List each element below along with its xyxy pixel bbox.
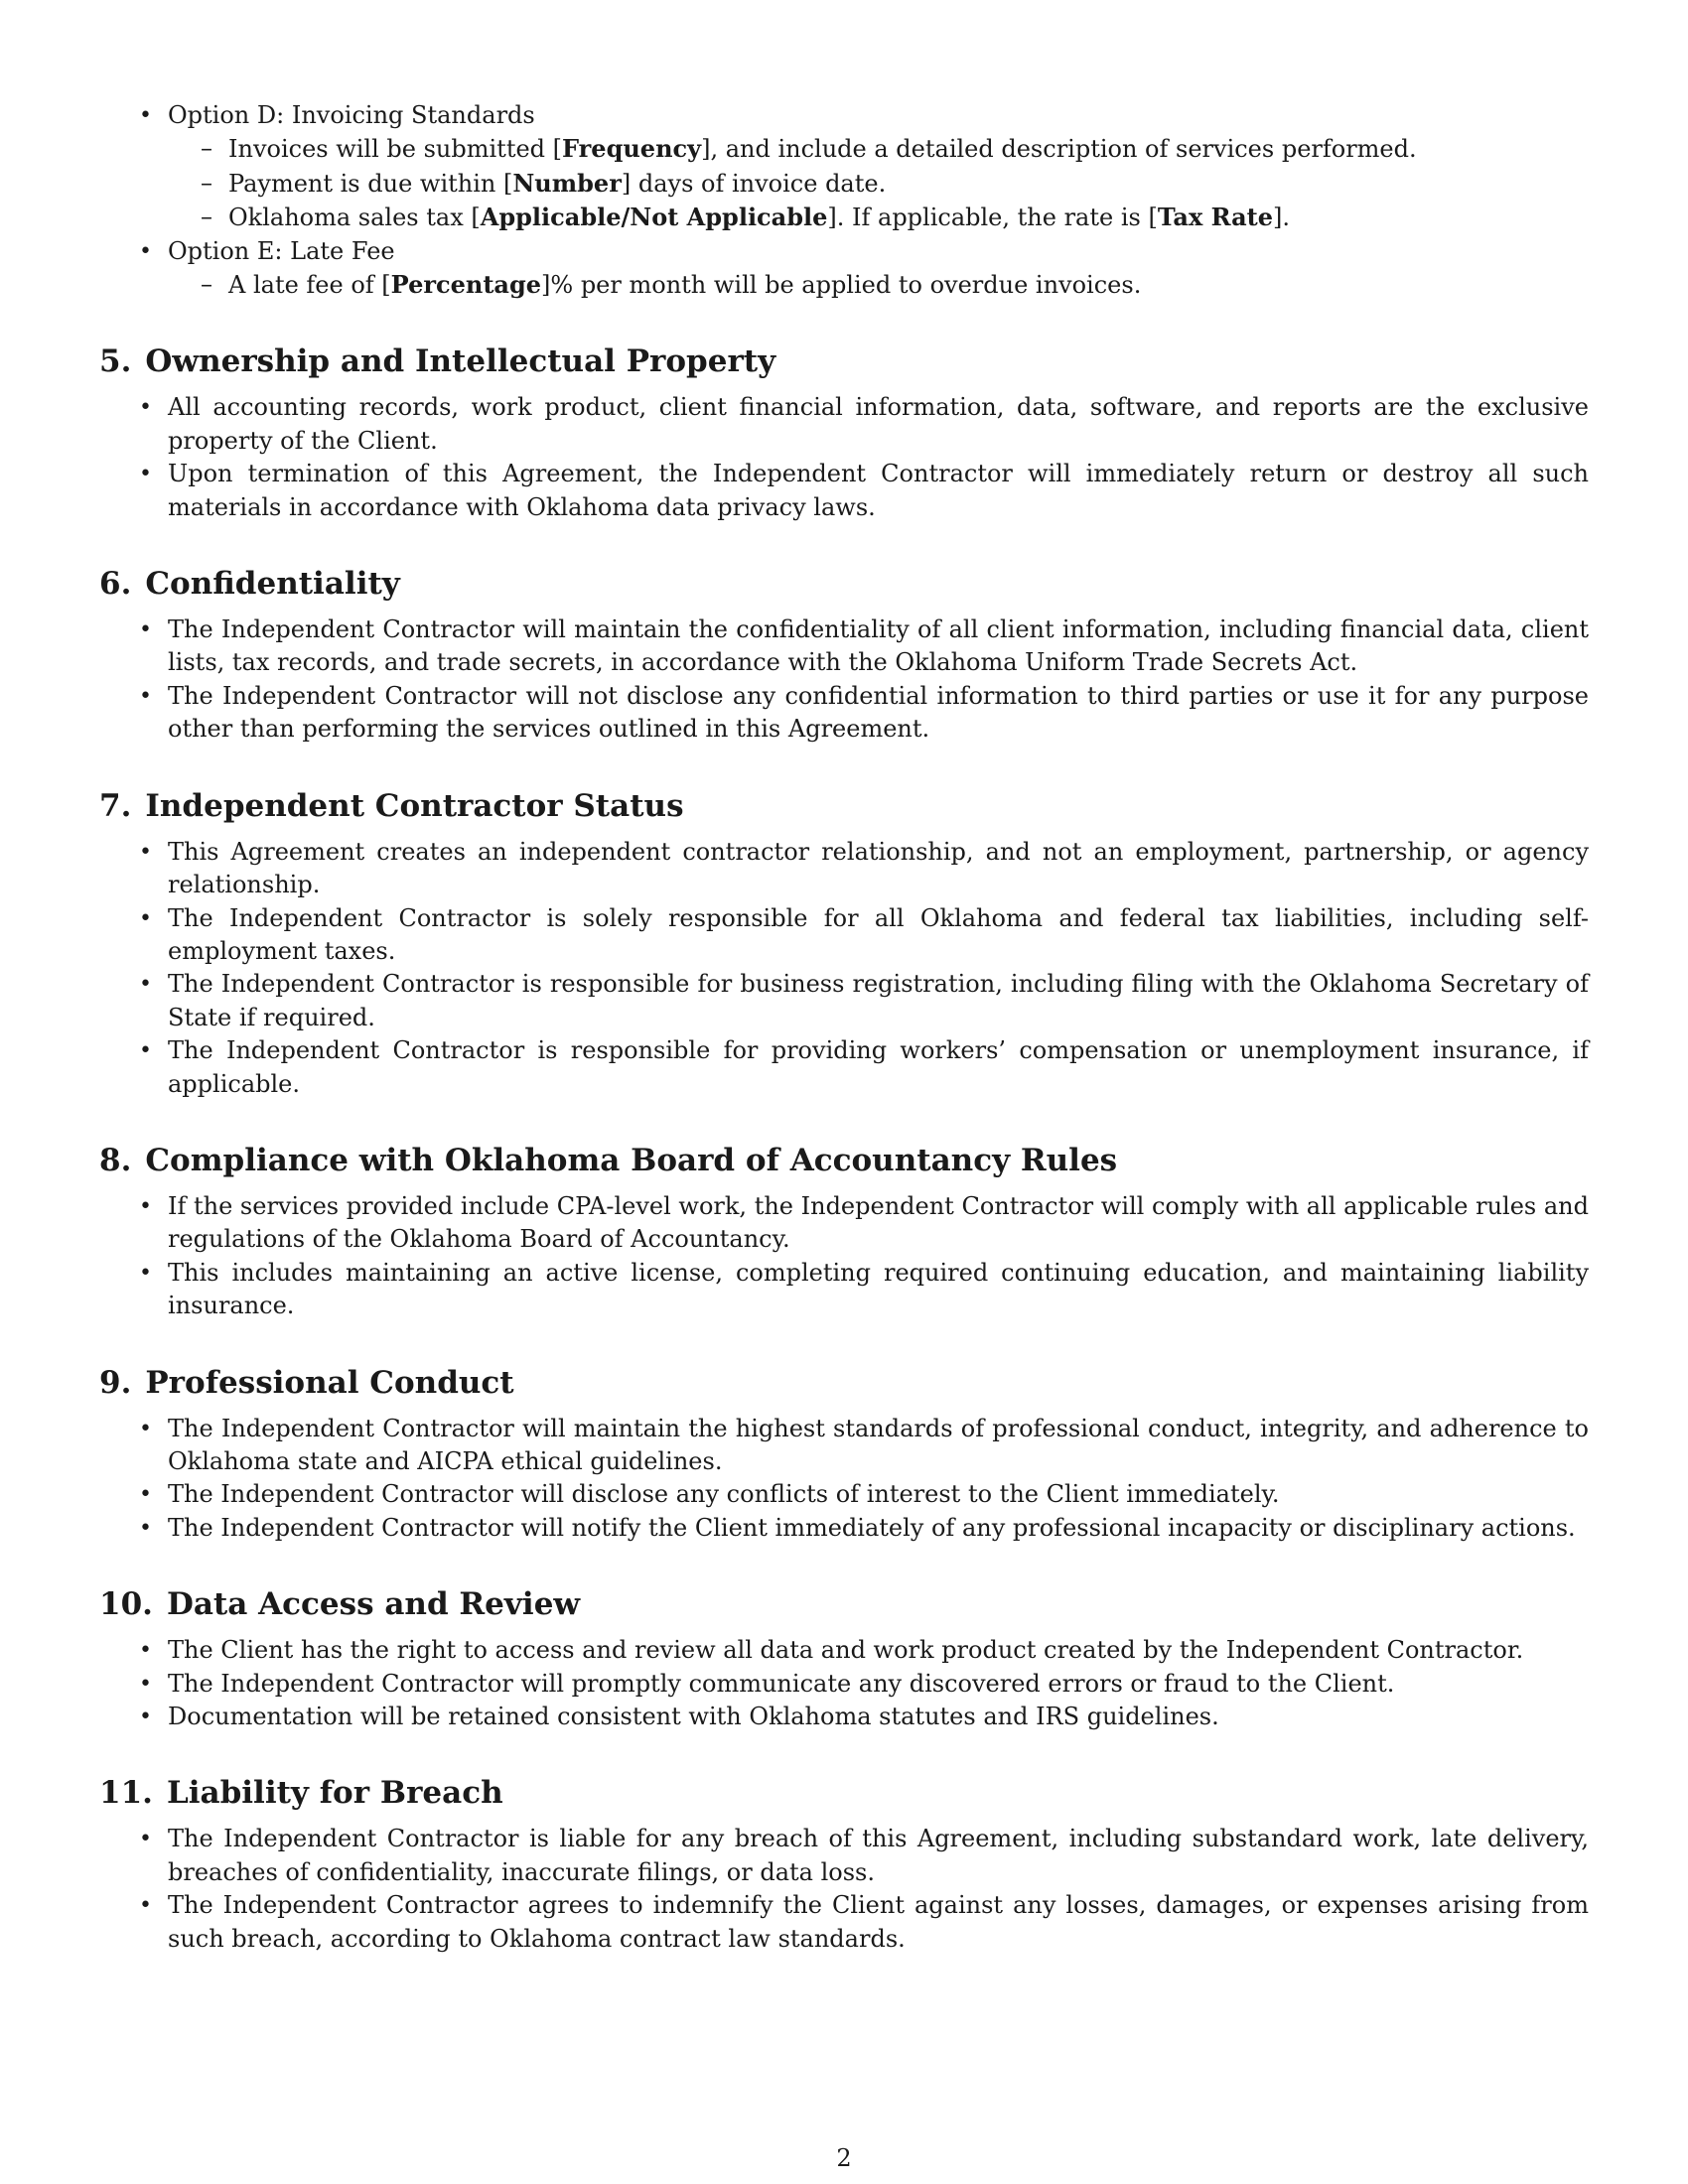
bullet-item: • The Independent Contractor is responsible for business registration, including filing with the Oklahoma Secretary of State if required. xyxy=(99,968,1589,1034)
option-e xyxy=(99,235,1589,303)
section-title: Ownership and Intellectual Property xyxy=(145,343,776,380)
section-heading-data-access xyxy=(99,1586,1589,1622)
section-bullets xyxy=(99,614,1589,747)
section-bullets xyxy=(99,1413,1589,1546)
section-title: Data Access and Review xyxy=(166,1586,581,1623)
section-heading-compliance xyxy=(99,1143,1589,1178)
option-title: Option E: Late Fee xyxy=(168,236,395,265)
section-number: 6. xyxy=(99,566,132,603)
bullet-item: • The Independent Contractor will not disclose any confidential information to third parties or use it for any purpose other than performing the services outlined in this Agreement. xyxy=(99,680,1589,747)
option-d xyxy=(99,99,1589,235)
bullet-item: • This Agreement creates an independent contractor relationship, and not an employment, partnership, or agency relationship. xyxy=(99,836,1589,902)
section-heading-ownership xyxy=(99,343,1589,379)
bullet-item: • Upon termination of this Agreement, the Independent Contractor will immediately return or destroy all such materials in accordance with Oklahoma data privacy laws. xyxy=(99,458,1589,524)
bullet-item: • Documentation will be retained consistent with Oklahoma statutes and IRS guidelines. xyxy=(99,1701,1589,1733)
placeholder-field: Percentage xyxy=(390,270,542,300)
bullet-item: • The Independent Contractor will notify the Client immediately of any professional incapacity or disciplinary actions. xyxy=(99,1512,1589,1545)
document-page xyxy=(99,99,1589,1956)
section-bullets xyxy=(99,1823,1589,1956)
options-list xyxy=(99,99,1589,302)
bullet-item: • The Independent Contractor is responsible for providing workers’ compensation or unemployment insurance, if applicable. xyxy=(99,1034,1589,1101)
bullet-item: • The Independent Contractor will maintain the highest standards of professional conduct, integrity, and adherence to Oklahoma state and AICPA ethical guidelines. xyxy=(99,1413,1589,1479)
section-number: 11. xyxy=(99,1775,153,1812)
placeholder-field: Applicable/Not Applicable xyxy=(480,203,828,232)
option-e-items xyxy=(168,268,1589,302)
text: ]% per month will be applied to overdue invoices. xyxy=(541,271,1142,300)
bullet-item: • The Client has the right to access and review all data and work product created by the Independent Contractor. xyxy=(99,1634,1589,1667)
section-heading-liability xyxy=(99,1775,1589,1811)
section-heading-contractor-status xyxy=(99,788,1589,824)
section-bullets xyxy=(99,1634,1589,1733)
section-number: 9. xyxy=(99,1364,132,1401)
section-title: Professional Conduct xyxy=(145,1364,514,1401)
text: Oklahoma sales tax [ xyxy=(228,204,481,232)
sub-item xyxy=(168,167,1589,201)
sub-item xyxy=(168,268,1589,302)
text: Payment is due within [ xyxy=(228,169,513,198)
text: ], and include a detailed description of services performed. xyxy=(701,135,1417,164)
text: A late fee of [ xyxy=(228,271,391,300)
section-bullets xyxy=(99,836,1589,1101)
text: ] days of invoice date. xyxy=(621,169,887,198)
section-heading-professional-conduct xyxy=(99,1365,1589,1401)
page-number: 2 xyxy=(836,2144,852,2172)
section-bullets xyxy=(99,391,1589,524)
sub-item xyxy=(168,201,1589,234)
placeholder-field: Frequency xyxy=(562,134,702,164)
section-title: Liability for Breach xyxy=(166,1775,503,1812)
section-number: 7. xyxy=(99,787,132,824)
section-number: 5. xyxy=(99,343,132,380)
section-heading-confidentiality xyxy=(99,566,1589,602)
section-number: 8. xyxy=(99,1142,132,1178)
section-title: Independent Contractor Status xyxy=(145,787,684,824)
bullet-item: • This includes maintaining an active license, completing required continuing education, and maintaining liability insurance. xyxy=(99,1257,1589,1323)
sub-item xyxy=(168,132,1589,166)
text: ]. xyxy=(1273,204,1291,232)
placeholder-field: Tax Rate xyxy=(1157,203,1274,232)
bullet-item: • All accounting records, work product, client financial information, data, software, and reports are the exclusive property of the Client. xyxy=(99,391,1589,458)
section-title: Confidentiality xyxy=(145,566,400,603)
option-d-items xyxy=(168,132,1589,234)
bullet-item: • The Independent Contractor is solely responsible for all Oklahoma and federal tax liabilities, including self-employment taxes. xyxy=(99,902,1589,969)
bullet-item: • The Independent Contractor is liable for any breach of this Agreement, including substandard work, late delivery, breaches of confidentiality, inaccurate filings, or data loss. xyxy=(99,1823,1589,1889)
section-bullets xyxy=(99,1190,1589,1323)
bullet-item: • The Independent Contractor will disclose any conflicts of interest to the Client immediately. xyxy=(99,1478,1589,1511)
placeholder-field: Number xyxy=(512,168,622,198)
bullet-item: • If the services provided include CPA-level work, the Independent Contractor will comply with all applicable rules and regulations of the Oklahoma Board of Accountancy. xyxy=(99,1190,1589,1257)
section-title: Compliance with Oklahoma Board of Accountancy Rules xyxy=(145,1142,1118,1178)
option-title: Option D: Invoicing Standards xyxy=(168,101,535,129)
bullet-item: • The Independent Contractor agrees to indemnify the Client against any losses, damages, or expenses arising from such breach, according to Oklahoma contract law standards. xyxy=(99,1889,1589,1956)
text: ]. If applicable, the rate is [ xyxy=(827,204,1158,232)
bullet-item: • The Independent Contractor will maintain the confidentiality of all client information, including financial data, client lists, tax records, and trade secrets, in accordance with the Oklahoma Uniform Trade Secrets Act. xyxy=(99,614,1589,680)
text: Invoices will be submitted [ xyxy=(228,135,563,164)
section-number: 10. xyxy=(99,1586,153,1623)
bullet-item: • The Independent Contractor will promptly communicate any discovered errors or fraud to the Client. xyxy=(99,1668,1589,1701)
